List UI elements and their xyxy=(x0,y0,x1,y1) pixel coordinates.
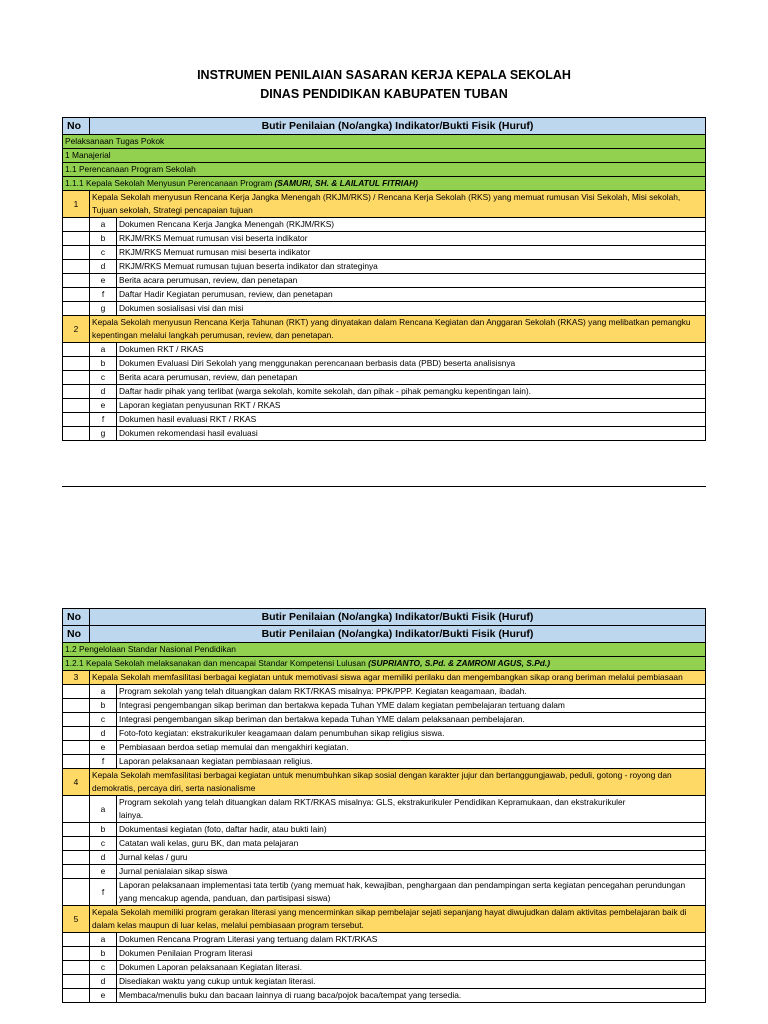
indicator-row xyxy=(63,837,706,851)
subsection-1-1-1 xyxy=(63,177,706,191)
criterion-number: 1 xyxy=(63,191,90,218)
indicator-letter: e xyxy=(90,274,117,288)
indicator-row xyxy=(63,727,706,741)
header-no: No xyxy=(63,118,90,135)
section-perencanaan: 1.1 Perencanaan Program Sekolah xyxy=(63,163,706,177)
indicator-row xyxy=(63,713,706,727)
indicator-row xyxy=(63,385,706,399)
header-butir: Butir Penilaian (No/angka) Indikator/Bukti Fisik (Huruf) xyxy=(90,609,706,626)
indicator-text: Berita acara perumusan, review, dan penetapan xyxy=(117,274,706,288)
indicator-row xyxy=(63,685,706,699)
subsection-label: 1.1.1 Kepala Sekolah Menyusun Perencanaan Program xyxy=(65,178,275,188)
indicator-row xyxy=(63,975,706,989)
indicator-row xyxy=(63,357,706,371)
indicator-text: Pembiasaan berdoa setiap memulai dan mengakhiri kegiatan. xyxy=(117,741,706,755)
assessment-table-1 xyxy=(62,117,706,441)
criterion-text: Kepala Sekolah memiliki program gerakan literasi yang mencerminkan sikap pembelajar sejati sepanjang hayat diwujudkan dalam aktivitas pembelajaran baik di dalam kelas maupun di luar kelas, melalui pembiasaan program tersebut. xyxy=(90,906,706,933)
indicator-text: Daftar Hadir Kegiatan perumusan, review, dan penetapan xyxy=(117,288,706,302)
subsection-1-2-1 xyxy=(63,657,706,671)
criterion-text: Kepala Sekolah memfasilitasi berbagai kegiatan untuk menumbuhkan sikap sosial dengan karakter jujur dan bertanggungjawab, peduli, gotong - royong dan demokratis, percaya diri, serta nasionalisme xyxy=(90,769,706,796)
section-pelaksanaan: Pelaksanaan Tugas Pokok xyxy=(63,135,706,149)
section-row xyxy=(63,643,706,657)
indicator-letter: a xyxy=(90,343,117,357)
title-line-1: INSTRUMEN PENILAIAN SASARAN KERJA KEPALA SEKOLAH xyxy=(197,68,571,82)
indicator-letter: c xyxy=(90,837,117,851)
indicator-row xyxy=(63,427,706,441)
indicator-letter: c xyxy=(90,713,117,727)
criterion-row xyxy=(63,769,706,796)
indicator-text: Jurnal kelas / guru xyxy=(117,851,706,865)
indicator-letter: d xyxy=(90,727,117,741)
indicator-row xyxy=(63,218,706,232)
indicator-letter: e xyxy=(90,399,117,413)
header-butir: Butir Penilaian (No/angka) Indikator/Bukti Fisik (Huruf) xyxy=(90,118,706,135)
responsible-persons: (SAMURI, SH. & LAILATUL FITRIAH) xyxy=(274,178,418,188)
section-row xyxy=(63,149,706,163)
subsection-label: 1.2.1 Kepala Sekolah melaksanakan dan mencapai Standar Kompetensi Lulusan xyxy=(65,658,369,668)
indicator-letter: f xyxy=(90,879,117,906)
indicator-letter: b xyxy=(90,823,117,837)
indicator-letter: f xyxy=(90,288,117,302)
indicator-text: Membaca/menulis buku dan bacaan lainnya di ruang baca/pojok baca/tempat yang tersedia. xyxy=(117,989,706,1003)
indicator-text: Dokumen Penilaian Program literasi xyxy=(117,947,706,961)
indicator-text: Jurnal penialaian sikap siswa xyxy=(117,865,706,879)
criterion-row xyxy=(63,671,706,685)
indicator-row xyxy=(63,796,706,823)
indicator-row xyxy=(63,851,706,865)
indicator-letter: e xyxy=(90,989,117,1003)
section-pengelolaan: 1.2 Pengelolaan Standar Nasional Pendidikan xyxy=(63,643,706,657)
indicator-text: Integrasi pengembangan sikap beriman dan bertakwa kepada Tuhan YME dalam kegiatan pembelajaran tertuang dalam xyxy=(117,699,706,713)
header-no: No xyxy=(63,609,90,626)
section-manajerial: 1 Manajerial xyxy=(63,149,706,163)
indicator-row xyxy=(63,246,706,260)
indicator-letter: c xyxy=(90,246,117,260)
assessment-table-2 xyxy=(62,608,706,1003)
indicator-row xyxy=(63,274,706,288)
indicator-text: RKJM/RKS Memuat rumusan tujuan beserta indikator dan strateginya xyxy=(117,260,706,274)
indicator-text: Dokumen Evaluasi Diri Sekolah yang menggunakan perencanaan berbasis data (PBD) beserta analisisnya xyxy=(117,357,706,371)
subsection-row xyxy=(63,657,706,671)
indicator-letter: d xyxy=(90,260,117,274)
responsible-persons: (SUPRIANTO, S.Pd. & ZAMRONI AGUS, S.Pd.) xyxy=(368,658,551,668)
indicator-letter: c xyxy=(90,961,117,975)
indicator-row xyxy=(63,879,706,906)
page-divider xyxy=(62,486,706,487)
indicator-text: Dokumen Rencana Program Literasi yang tertuang dalam RKT/RKAS xyxy=(117,933,706,947)
indicator-text: Dokumen sosialisasi visi dan misi xyxy=(117,302,706,316)
indicator-letter: e xyxy=(90,865,117,879)
indicator-letter: c xyxy=(90,371,117,385)
indicator-letter: d xyxy=(90,851,117,865)
section-row xyxy=(63,135,706,149)
indicator-row xyxy=(63,302,706,316)
indicator-row xyxy=(63,699,706,713)
indicator-text: Dokumen Laporan pelaksanaan Kegiatan literasi. xyxy=(117,961,706,975)
indicator-text: Dokumen rekomendasi hasil evaluasi xyxy=(117,427,706,441)
indicator-letter: b xyxy=(90,232,117,246)
indicator-row xyxy=(63,232,706,246)
criterion-row xyxy=(63,906,706,933)
indicator-letter: e xyxy=(90,741,117,755)
indicator-row xyxy=(63,947,706,961)
indicator-text: Berita acara perumusan, review, dan penetapan xyxy=(117,371,706,385)
indicator-text: RKJM/RKS Memuat rumusan visi beserta indikator xyxy=(117,232,706,246)
indicator-letter: d xyxy=(90,385,117,399)
document-title xyxy=(0,66,768,104)
table-header-row xyxy=(63,626,706,643)
indicator-text: Program sekolah yang telah dituangkan dalam RKT/RKAS misalnya: PPK/PPP. Kegiatan keagamaan, ibadah. xyxy=(117,685,706,699)
indicator-letter: g xyxy=(90,427,117,441)
subsection-row xyxy=(63,177,706,191)
indicator-text: Dokumentasi kegiatan (foto, daftar hadir, atau bukti lain) xyxy=(117,823,706,837)
indicator-row xyxy=(63,823,706,837)
criterion-row xyxy=(63,316,706,343)
indicator-text: Program sekolah yang telah dituangkan dalam RKT/RKAS misalnya: GLS, ekstrakurikuler Pendidikan Kepramukaan, dan ekstrakurikuler lainya. xyxy=(117,796,706,823)
indicator-letter: a xyxy=(90,685,117,699)
criterion-number: 3 xyxy=(63,671,90,685)
indicator-letter: g xyxy=(90,302,117,316)
indicator-text: Laporan pelaksanaan implementasi tata tertib (yang memuat hak, kewajiban, penghargaan dan pendampingan serta kegiatan pencegahan perundungan yang mencakup agenda, panduan, dan partisipasi siswa) xyxy=(117,879,706,906)
criterion-text: Kepala Sekolah memfasilitasi berbagai kegiatan untuk memotivasi siswa agar memiliki perilaku dan mengembangkan sikap orang beriman melalui pembiasaan xyxy=(90,671,706,685)
indicator-row xyxy=(63,260,706,274)
indicator-row xyxy=(63,343,706,357)
header-butir: Butir Penilaian (No/angka) Indikator/Bukti Fisik (Huruf) xyxy=(90,626,706,643)
indicator-letter: d xyxy=(90,975,117,989)
indicator-text: Daftar hadir pihak yang terlibat (warga sekolah, komite sekolah, dan pihak - pihak pemangku kepentingan lain). xyxy=(117,385,706,399)
indicator-text: Dokumen Rencana Kerja Jangka Menengah (RKJM/RKS) xyxy=(117,218,706,232)
indicator-row xyxy=(63,989,706,1003)
indicator-text: Dokumen RKT / RKAS xyxy=(117,343,706,357)
section-row xyxy=(63,163,706,177)
indicator-letter: f xyxy=(90,755,117,769)
indicator-row xyxy=(63,413,706,427)
indicator-text: Catatan wali kelas, guru BK, dan mata pelajaran xyxy=(117,837,706,851)
indicator-text: Integrasi pengembangan sikap beriman dan bertakwa kepada Tuhan YME dalam pelaksanaan pembelajaran. xyxy=(117,713,706,727)
indicator-text: Laporan pelaksanaan kegiatan pembiasaan religius. xyxy=(117,755,706,769)
criterion-number: 5 xyxy=(63,906,90,933)
indicator-row xyxy=(63,865,706,879)
indicator-letter: b xyxy=(90,947,117,961)
indicator-letter: a xyxy=(90,796,117,823)
indicator-row xyxy=(63,288,706,302)
indicator-letter: f xyxy=(90,413,117,427)
criterion-text: Kepala Sekolah menyusun Rencana Kerja Jangka Menengah (RKJM/RKS) / Rencana Kerja Sekolah (RKS) yang memuat rumusan Visi Sekolah, Misi sekolah, Tujuan sekolah, Strategi pencapaian tujuan xyxy=(90,191,706,218)
indicator-letter: b xyxy=(90,699,117,713)
indicator-text: RKJM/RKS Memuat rumusan misi beserta indikator xyxy=(117,246,706,260)
indicator-letter: a xyxy=(90,933,117,947)
indicator-text: Dokumen hasil evaluasi RKT / RKAS xyxy=(117,413,706,427)
indicator-row xyxy=(63,933,706,947)
indicator-row xyxy=(63,755,706,769)
indicator-row xyxy=(63,961,706,975)
indicator-letter: a xyxy=(90,218,117,232)
indicator-row xyxy=(63,741,706,755)
criterion-text: Kepala Sekolah menyusun Rencana Kerja Tahunan (RKT) yang dinyatakan dalam Rencana Kegiatan dan Anggaran Sekolah (RKAS) yang melibatkan pemangku kepentingan melalui langkah perumusan, review, dan penetapan. xyxy=(90,316,706,343)
indicator-row xyxy=(63,371,706,385)
indicator-row xyxy=(63,399,706,413)
indicator-letter: b xyxy=(90,357,117,371)
indicator-text: Laporan kegiatan penyusunan RKT / RKAS xyxy=(117,399,706,413)
table-header-row xyxy=(63,118,706,135)
criterion-row xyxy=(63,191,706,218)
indicator-text: Foto-foto kegiatan: ekstrakurikuler keagamaan dalam penumbuhan sikap religius siswa. xyxy=(117,727,706,741)
table-header-row xyxy=(63,609,706,626)
criterion-number: 2 xyxy=(63,316,90,343)
criterion-number: 4 xyxy=(63,769,90,796)
title-line-2: DINAS PENDIDIKAN KABUPATEN TUBAN xyxy=(260,87,508,101)
header-no: No xyxy=(63,626,90,643)
indicator-text: Disediakan waktu yang cukup untuk kegiatan literasi. xyxy=(117,975,706,989)
